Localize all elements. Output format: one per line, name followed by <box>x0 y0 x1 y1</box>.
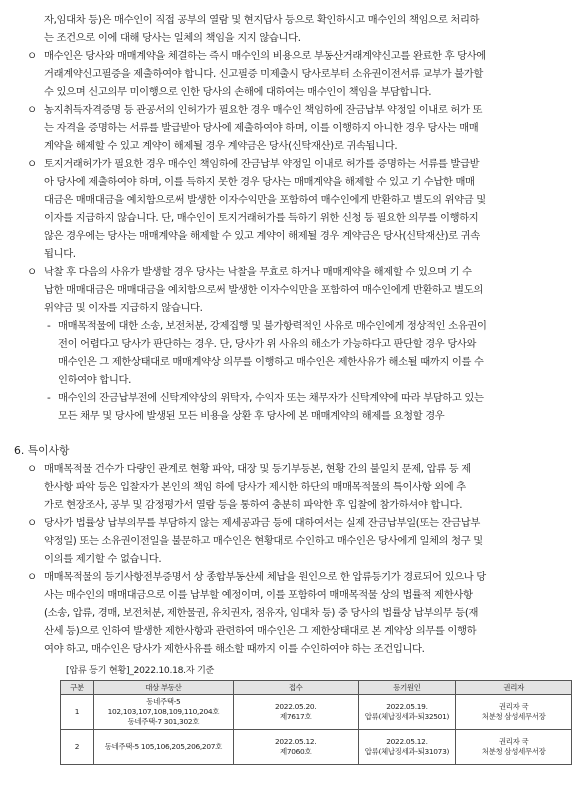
table-caption: [압류 등기 현황]_2022.10.18.자 기준 <box>66 665 215 676</box>
bullet-line: 토지거래허가가 필요한 경우 매수인 책임하에 잔금납부 약정일 이내로 허가를 증명하는 서류를 발급받 <box>44 158 480 170</box>
bullet-line: 여야 하고, 매수인은 당사가 제한사유를 해소할 때까지 이를 수인하여야 하는 조건입니다. <box>44 643 425 655</box>
bullet-line: 거래계약신고필증을 제출하여야 합니다. 신고필증 미제출시 당사로부터 소유권이전서류 교부가 불가할 <box>44 68 483 80</box>
header-receipt: 접수 <box>233 681 358 695</box>
bullet-line: 않은 경우에는 당사는 매매계약을 해제할 수 있고 계약이 해제될 경우 계약금은 당사(신탁재산)로 귀속 <box>44 230 480 242</box>
bullet-line: 낙찰 후 다음의 사유가 발생할 경우 당사는 낙찰을 무효로 하거나 매매계약을 해제할 수 있으며 기 수 <box>44 266 472 278</box>
header-holder: 권리자 <box>456 681 572 695</box>
cell-line: 권리자 국 <box>498 702 529 711</box>
sub-item-line: 인하여야 합니다. <box>58 374 132 386</box>
sub-item-symbol: - <box>47 392 51 404</box>
cell-line: 권리자 국 <box>498 737 529 746</box>
cell-property <box>93 695 233 730</box>
cell-line: 2022.05.19. <box>386 702 428 711</box>
sub-item-line: 모든 채무 및 당사에 발생된 모든 비용을 상환 후 당사에 본 매매계약의 해제를 요청할 경우 <box>58 410 445 422</box>
bullet-line: 이의를 제기할 수 없습니다. <box>44 553 162 565</box>
cell-line: 압류(체납징세과-퇴32501) <box>364 712 450 721</box>
cell-cause <box>358 730 456 765</box>
sub-item-line: 매수인의 잔금납부전에 신탁계약상의 위탁자, 수익자 또는 채무자가 신탁계약에 따라 부담하고 있는 <box>58 392 484 404</box>
bullet-symbol: ㅇ <box>27 463 38 475</box>
cell-line: 2022.05.12. <box>386 737 428 746</box>
bullet-line: 됩니다. <box>44 248 76 260</box>
header-no: 구분 <box>61 681 94 695</box>
bullet-line: 산세 등)으로 인하여 발생한 제한사항과 관련하여 매수인은 그 제한상태대로 본 계약상 의무를 이행하 <box>44 625 477 637</box>
bullet-line: 약정일) 또는 소유권이전일을 불문하고 매수인은 현황대로 수인하고 매수인은 당사에게 일체의 청구 및 <box>44 535 483 547</box>
cell-line: 처분청 삼성세무서장 <box>481 712 546 721</box>
bullet-line: 사는 매수인의 매매대금으로 이를 납부할 예정이며, 이를 포함하여 매매목적물 상의 법률적 제한사항 <box>44 589 473 601</box>
bullet-symbol: ㅇ <box>27 104 38 116</box>
cell-line: 제7060호 <box>280 747 312 756</box>
bullet-line: 아 당사에 제출하여야 하며, 이를 득하지 못한 경우 당사는 매매계약을 해제할 수 있고 기 수납한 매매 <box>44 176 475 188</box>
sub-item-line: 매매목적물에 대한 소송, 보전처분, 강제집행 및 불가항력적인 사유로 매수인에게 정상적인 소유권이 <box>58 320 487 332</box>
cell-line: 압류(체납징세과-퇴31073) <box>364 747 450 756</box>
sub-item-line: 전이 어렵다고 당사가 판단하는 경우. 단, 당사가 위 사유의 해소가 가능하다고 판단할 경우 당사와 <box>58 338 477 350</box>
bullet-line: 가로 현장조사, 공부 및 감정평가서 열람 등을 통하여 충분히 파악한 후 입찰에 참가하셔야 합니다. <box>44 499 463 511</box>
cell-line: 동네주택-5 102,103,107,108,109,110,204호 <box>107 697 220 716</box>
bullet-symbol: ㅇ <box>27 517 38 529</box>
table-row <box>61 730 572 765</box>
table-row <box>61 695 572 730</box>
header-cause: 등기원인 <box>358 681 456 695</box>
bullet-line: 농지취득자격증명 등 관공서의 인허가가 필요한 경우 매수인 책임하에 잔금납부 약정일 이내로 허가 또 <box>44 104 483 116</box>
cell-holder <box>456 730 572 765</box>
table-header-row <box>61 681 572 695</box>
cell-no: 2 <box>61 730 94 765</box>
intro-line: 는 조건으로 이에 대해 당사는 일체의 책임을 지지 않습니다. <box>44 32 301 44</box>
cell-cause <box>358 695 456 730</box>
intro-line: 자,임대차 등)은 매수인이 직접 공부의 열람 및 현지답사 등으로 확인하시고 매수인의 책임으로 처리하 <box>44 14 480 26</box>
bullet-line: 이자를 지급하지 않습니다. 단, 매수인이 토지거래허가를 득하기 위한 신청 등 필요한 의무를 이행하지 <box>44 212 479 224</box>
bullet-line: 매매목적물의 등기사항전부증명서 상 종합부동산세 체납을 원인으로 한 압류등기가 경료되어 있으나 당 <box>44 571 486 583</box>
cell-line: 동네주택-7 301,302호 <box>127 717 200 726</box>
header-property: 대상 부동산 <box>93 681 233 695</box>
bullet-line: 납한 매매대금은 매매대금을 예치함으로써 발생한 이자수익만을 포함하여 매수인에게 반환하고 별도의 <box>44 284 483 296</box>
section-title: 6. 특이사항 <box>14 444 70 457</box>
cell-line: 동네주택-5 105,106,205,206,207호 <box>104 742 222 751</box>
cell-receipt <box>233 730 358 765</box>
bullet-line: 위약금 및 이자를 지급하지 않습니다. <box>44 302 203 314</box>
cell-receipt <box>233 695 358 730</box>
sub-item-line: 매수인은 그 제한상태대로 매매계약상 의무를 이행하고 매수인은 제한사유가 해소될 때까지 이를 수 <box>58 356 484 368</box>
cell-property <box>93 730 233 765</box>
cell-line: 제7617호 <box>280 712 312 721</box>
bullet-line: 는 자격을 증명하는 서류를 발급받아 당사에 제출하여야 하며, 이를 이행하지 아니한 경우 당사는 매매 <box>44 122 479 134</box>
bullet-line: 수 있으며 신고의무 미이행으로 인한 당사의 손해에 대하여는 매수인이 책임을 부담합니다. <box>44 86 432 98</box>
bullet-symbol: ㅇ <box>27 50 38 62</box>
cell-line: 처분청 삼성세무서장 <box>481 747 546 756</box>
cell-holder <box>456 695 572 730</box>
cell-line: 2022.05.12. <box>274 737 317 746</box>
bullet-symbol: ㅇ <box>27 571 38 583</box>
bullet-line: 당사가 법률상 납부의무를 부담하지 않는 제세공과금 등에 대하여서는 실제 잔금납부일(또는 잔금납부 <box>44 517 480 529</box>
bullet-line: 매수인은 당사와 매매계약을 체결하는 즉시 매수인의 비용으로 부동산거래계약신고를 완료한 후 당사에 <box>44 50 486 62</box>
bullet-symbol: ㅇ <box>27 266 38 278</box>
cell-line: 2022.05.20. <box>274 702 317 711</box>
bullet-line: 계약을 해제할 수 있고 계약이 해제될 경우 계약금은 당사(신탁재산)로 귀속됩니다. <box>44 140 398 152</box>
bullet-line: 매매목적물 건수가 다량인 관계로 현황 파악, 대장 및 등기부등본, 현황 간의 불일치 문제, 압류 등 제 <box>44 463 471 475</box>
seizure-registration-table <box>60 680 572 765</box>
bullet-line: 대금은 매매대금을 예치함으로써 발생한 이자수익만을 포함하여 매수인에게 반환하고 별도의 위약금 및 <box>44 194 486 206</box>
bullet-line: 한사항 파악 등은 입찰자가 본인의 책임 하에 당사가 제시한 하단의 매매목적물의 특이사항 외에 추 <box>44 481 466 493</box>
cell-no: 1 <box>61 695 94 730</box>
bullet-symbol: ㅇ <box>27 158 38 170</box>
bullet-line: (소송, 압류, 경매, 보전처분, 제한물권, 유치권자, 점유자, 임대차 등) 중 당사의 법률상 납부의무 등(재 <box>44 607 479 619</box>
sub-item-symbol: - <box>47 320 51 332</box>
